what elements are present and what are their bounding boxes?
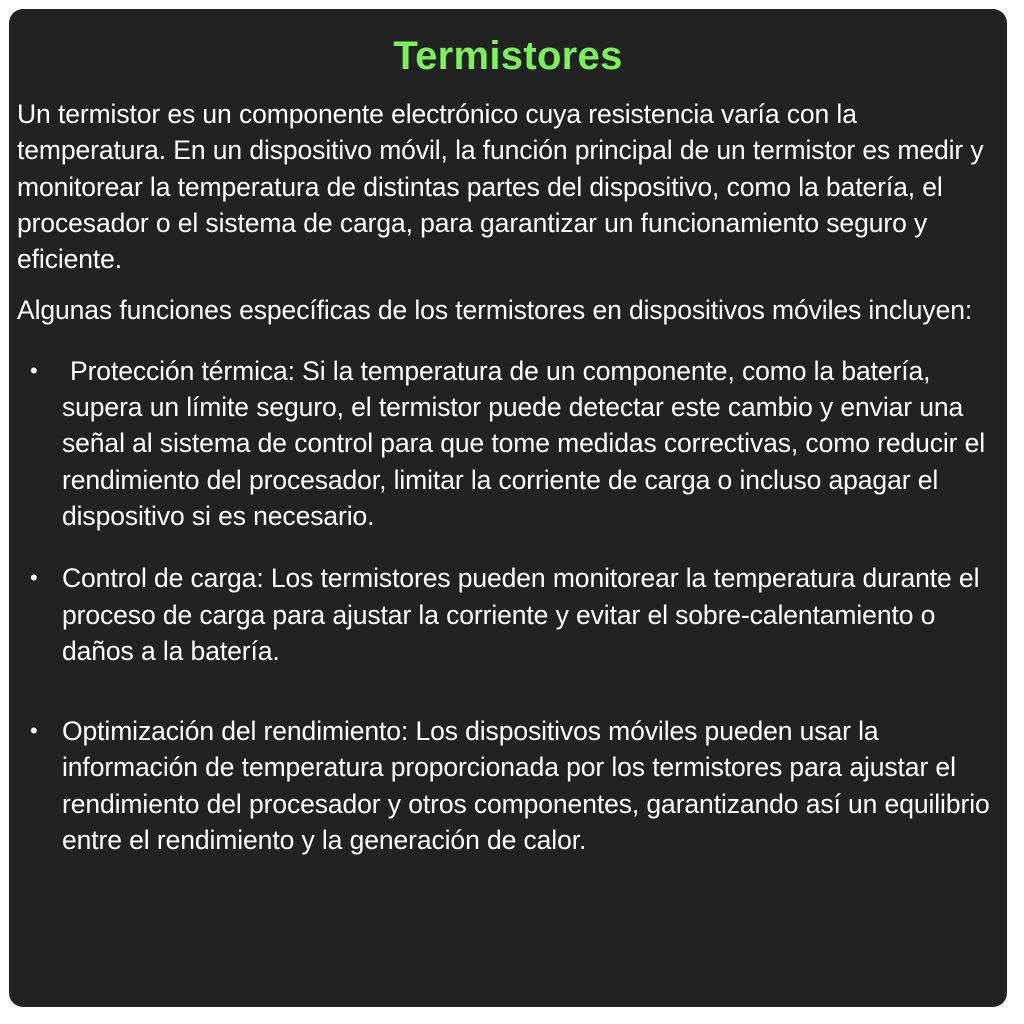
- content-card: [9, 9, 1007, 1007]
- intro-paragraph: Un termistor es un componente electrónico cuya resistencia varía con la temperatura. En un dispositivo móvil, la función principal de un termistor es medir y monitorear la temperatura de distintas partes del dispositivo, como la batería, el procesador o el sistema de carga, para garantizar un funcionamiento seguro y eficiente.: [17, 99, 984, 275]
- bullet-icon: •: [30, 357, 38, 383]
- list-item-performance-optimization: [17, 713, 999, 858]
- page-title: Termistores: [393, 34, 623, 78]
- list-item-text: Control de carga: Los termistores pueden monitorear la temperatura durante el proceso de carga para ajustar la corriente y evitar el sobre-calentamiento o daños a la batería.: [62, 563, 980, 666]
- list-item-text: Protección térmica: Si la temperatura de un componente, como la batería, supera un límite seguro, el termistor puede detectar este cambio y enviar una señal al sistema de control para que tome medidas correctivas, como reducir el rendimiento del procesador, limitar la corriente de carga o incluso apagar el dispositivo si es necesario.: [62, 355, 986, 531]
- list-item-text: Optimización del rendimiento: Los dispositivos móviles pueden usar la información de temperatura proporcionada por los termistores para ajustar el rendimiento del procesador y otros componentes, garantizando así un equilibrio entre el rendimiento y la generación de calor.: [62, 716, 990, 856]
- functions-list: [17, 353, 999, 859]
- bullet-icon: •: [30, 565, 38, 591]
- list-intro-paragraph: Algunas funciones específicas de los termistores en dispositivos móviles incluyen:: [17, 295, 973, 326]
- bullet-icon: •: [30, 718, 38, 744]
- list-item-thermal-protection: [17, 353, 999, 534]
- list-item-charge-control: [17, 560, 999, 669]
